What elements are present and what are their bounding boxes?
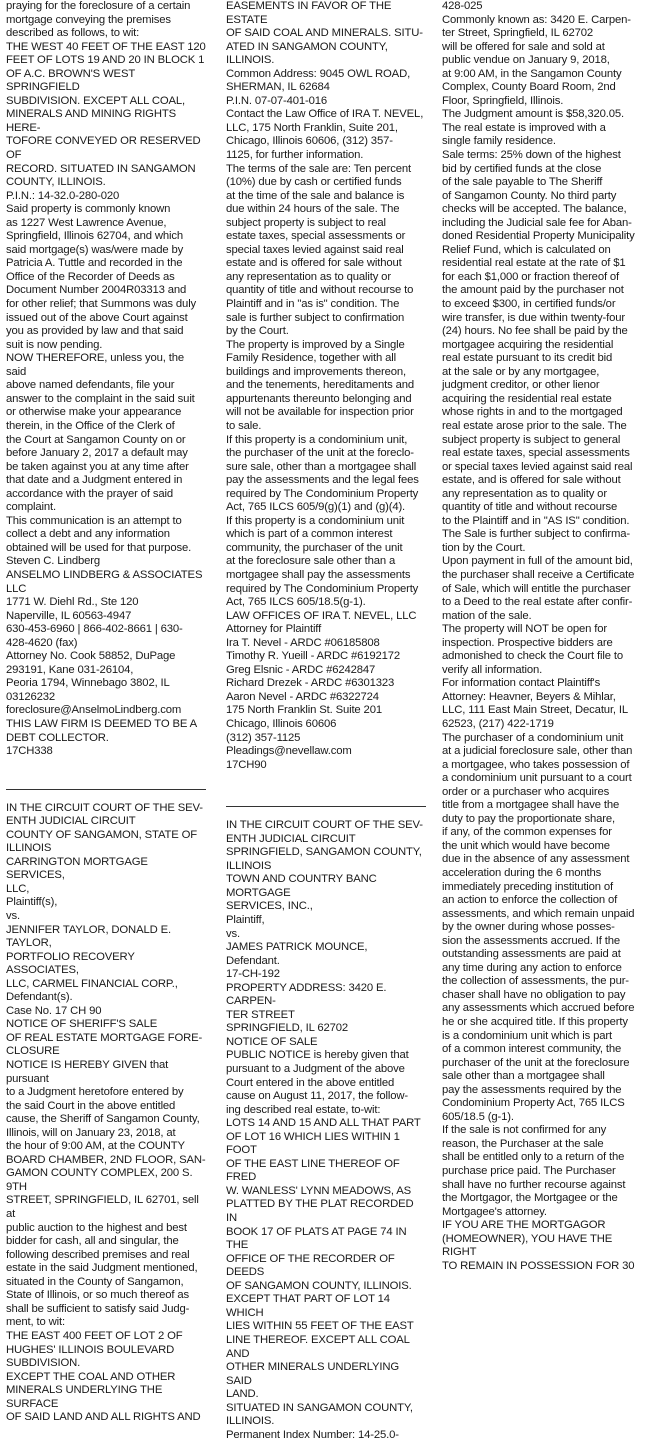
section-divider bbox=[226, 806, 426, 807]
notice-town-country-continuation: 428-025 Commonly known as: 3420 E. Carpen- ter Street, Springfield, IL 62702 will be offered for sale and sold at public vendue on January 9, 2018, at 9:00 AM, in the Sangamon County Complex, County Board Room, 2nd Floor, Springfield, Illinois. The Judgment amount is $58,320.05. The real estate is improved with a single family residence. Sale terms: 25% down of the highest bid by certified funds at the close of the sale payable to The Sheriff of Sangamon County. No third party checks will be accepted. The balance, including the Judicial sale fee for Aban- doned Residential Property Municipality Relief Fund, which is calculated on residential real estate at the rate of $1 for each $1,000 or fraction thereof of the amount paid by the purchaser not to exceed $300, in certified funds/or wire transfer, is due within twenty-four (24) hours. No fee shall be paid by the mortgagee acquiring the residential real estate pursuant to its credit bid at the sale or by any mortgagee, judgment creditor, or other lienor acquiring the residential real estate whose rights in and to the mortgaged real estate arose prior to the sale. The subject property is subject to general real estate taxes, special assessments or special taxes levied against said real estate, and is offered for sale without any representation as to quality or quantity of title and without recourse to the Plaintiff and in "AS IS" condition. The Sale is further subject to confirma- tion by the Court. Upon payment in full of the amount bid, the purchaser shall receive a Certificate of Sale, which will entitle the purchaser to a Deed to the real estate after confir- mation of the sale. The property will NOT be open for inspection. Prospective bidders are admonished to check the Court file to verify all information. For information contact Plaintiff's Attorney: Heavner, Beyers & Mihlar, LLC, 111 East Main Street, Decatur, IL 62523, (217) 422-1719 The purchaser of a condominium unit at a judicial foreclosure sale, other than a mortgagee, who takes possession of a condominium unit pursuant to a court order or a purchaser who acquires title from a mortgagee shall have the duty to pay the proportionate share, if any, of the common expenses for the unit which would have become due in the absence of any assessment acceleration during the 6 months immediately preceding institution of an action to enforce the collection of assessments, and which remain unpaid by the owner during whose posses- sion the assessments accrued. If the outstanding assessments are paid at any time during any action to enforce the collection of assessments, the pur- chaser shall have no obligation to pay any assessments which accrued before he or she acquired title. If this property is a condominium unit which is part of a common interest community, the purchaser of the unit at the foreclosure sale other than a mortgagee shall pay the assessments required by the Condominium Property Act, 765 ILCS 605/18.5 (g-1). If the sale is not confirmed for any reason, the Purchaser at the sale shall be entitled only to a return of the purchase price paid. The Purchaser shall have no further recourse against the Mortgagor, the Mortgagee or the Mortgagee's attorney. IF YOU ARE THE MORTGAGOR (HOMEOWNER), YOU HAVE THE RIGHT TO REMAIN IN POSSESSION FOR 30 bbox=[442, 0, 635, 1272]
notice-carrington-continuation: EASEMENTS IN FAVOR OF THE ESTATE OF SAID COAL AND MINERALS. SITU- ATED IN SANGAMON COUNTY, ILLINOIS. Common Address: 9045 OWL ROAD, SHERMAN, IL 62684 P.I.N. 07-07-401-016 Contact the Law Office of IRA T. NEVEL, LLC, 175 North Franklin, Suite 201, Chicago, Illinois 60606, (312) 357- 1125, for further information. The terms of the sale are: Ten percent (10%) due by cash or certified funds at the time of the sale and balance is due within 24 hours of the sale. The subject property is subject to real estate taxes, special assessments or special taxes levied against said real estate and is offered for sale without any representation as to quality or quantity of title and without recourse to Plaintiff and in "as is" condition. The sale is further subject to confirmation by the Court. The property is improved by a Single Family Residence, together with all buildings and improvements thereon, and the tenements, hereditaments and appurtenants thereunto belonging and will not be available for inspection prior to sale. If this property is a condominium unit, the purchaser of the unit at the foreclo- sure sale, other than a mortgagee shall pay the assessments and the legal fees required by The Condominium Property Act, 765 ILCS 605/9(g)(1) and (g)(4). If this property is a condominium unit which is part of a common interest community, the purchaser of the unit at the foreclosure sale other than a mortgagee shall pay the assessments required by The Condominium Property Act, 765 ILCS 605/18.5(g-1). LAW OFFICES OF IRA T. NEVEL, LLC Attorney for Plaintiff Ira T. Nevel - ARDC #06185808 Timothy R. Yueill - ARDC #6192172 Greg Elsnic - ARDC #6242847 Richard Drezek - ARDC #6301323 Aaron Nevel - ARDC #6322724 175 North Franklin St. Suite 201 Chicago, Illinois 60606 (312) 357-1125 Pleadings@nevellaw.com 17CH90 bbox=[226, 0, 424, 771]
column-right bbox=[442, 0, 644, 1273]
notice-continuation-17ch338: praying for the foreclosure of a certain mortgage conveying the premises described as follows, to wit: THE WEST 40 FEET OF THE EAST 120 FEET OF LOTS 19 AND 20 IN BLOCK 1 OF A.C. BROWN'S WEST SPRINGFIELD SUBDIVISION. EXCEPT ALL COAL, MINERALS AND MINING RIGHTS HERE- TOFORE CONVEYED OR RESERVED OF RECORD. SITUATED IN SANGAMON COUNTY, ILLINOIS. P.I.N.: 14-32.0-280-020 Said property is commonly known as 1227 West Lawrence Avenue, Springfield, Illinois 62704, and which said mortgage(s) was/were made by Patricia A. Tuttle and recorded in the Office of the Recorder of Deeds as Document Number 2004R03313 and for other relief; that Summons was duly issued out of the above Court against you as provided by law and that said suit is now pending. NOW THEREFORE, unless you, the said above named defendants, file your answer to the complaint in the said suit or otherwise make your appearance therein, in the Office of the Clerk of the Court at Sangamon County on or before January 2, 2017 a default may be taken against you at any time after that date and a Judgment entered in accordance with the prayer of said complaint. This communication is an attempt to collect a debt and any information obtained will be used for that purpose. Steven C. Lindberg ANSELMO LINDBERG & ASSOCIATES LLC 1771 W. Diehl Rd., Ste 120 Naperville, IL 60563-4947 630-453-6960 | 866-402-8661 | 630- 428-4620 (fax) Attorney No. Cook 58852, DuPage 293191, Kane 031-26104, Peoria 1794, Winnebago 3802, IL 03126232 foreclosure@AnselmoLindberg.com THIS LAW FIRM IS DEEMED TO BE A DEBT COLLECTOR. 17CH338 bbox=[6, 0, 206, 758]
column-left bbox=[6, 0, 206, 1425]
notice-town-country-17ch192: IN THE CIRCUIT COURT OF THE SEV- ENTH JUDICIAL CIRCUIT SPRINGFIELD, SANGAMON COUNTY, ILLINOIS TOWN AND COUNTRY BANC MORTGAGE SERVICES, INC., Plaintiff, vs. JAMES PATRICK MOUNCE, Defendant. 17-CH-192 PROPERTY ADDRESS: 3420 E. CARPEN- TER STREET SPRINGFIELD, IL 62702 NOTICE OF SALE PUBLIC NOTICE is hereby given that pursuant to a Judgment of the above Court entered in the above entitled cause on August 11, 2017, the follow- ing described real estate, to-wit: LOTS 14 AND 15 AND ALL THAT PART OF LOT 16 WHICH LIES WITHIN 1 FOOT OF THE EAST LINE THEREOF OF FRED W. WANLESS' LYNN MEADOWS, AS PLATTED BY THE PLAT RECORDED IN BOOK 17 OF PLATS AT PAGE 74 IN THE OFFICE OF THE RECORDER OF DEEDS OF SANGAMON COUNTY, ILLINOIS. EXCEPT THAT PART OF LOT 14 WHICH LIES WITHIN 55 FEET OF THE EAST LINE THEREOF. EXCEPT ALL COAL AND OTHER MINERALS UNDERLYING SAID LAND. SITUATED IN SANGAMON COUNTY, ILLINOIS. Permanent Index Number: 14-25.0- bbox=[226, 819, 423, 1441]
section-divider bbox=[6, 789, 206, 790]
notice-carrington-17ch90: IN THE CIRCUIT COURT OF THE SEV- ENTH JUDICIAL CIRCUIT COUNTY OF SANGAMON, STATE OF ILLINOIS CARRINGTON MORTGAGE SERVICES, LLC, Plaintiff(s), vs. JENNIFER TAYLOR, DONALD E. TAYLOR, PORTFOLIO RECOVERY ASSOCIATES, LLC, CARMEL FINANCIAL CORP., Defendant(s). Case No. 17 CH 90 NOTICE OF SHERIFF'S SALE OF REAL ESTATE MORTGAGE FORE- CLOSURE NOTICE IS HEREBY GIVEN that pursuant to a Judgment heretofore entered by the said Court in the above entitled cause, the Sheriff of Sangamon County, Illinois, will on January 23, 2018, at the hour of 9:00 AM, at the COUNTY BOARD CHAMBER, 2ND FLOOR, SAN- GAMON COUNTY COMPLEX, 200 S. 9TH STREET, SPRINGFIELD, IL 62701, sell at public auction to the highest and best bidder for cash, all and singular, the following described premises and real estate in the said Judgment mentioned, situated in the County of Sangamon, State of Illinois, or so much thereof as shall be sufficient to satisfy said Judg- ment, to wit: THE EAST 400 FEET OF LOT 2 OF HUGHES' ILLINOIS BOULEVARD SUBDIVISION. EXCEPT THE COAL AND OTHER MINERALS UNDERLYING THE SURFACE OF SAID LAND AND ALL RIGHTS AND bbox=[6, 801, 206, 1424]
column-middle bbox=[226, 0, 426, 1442]
